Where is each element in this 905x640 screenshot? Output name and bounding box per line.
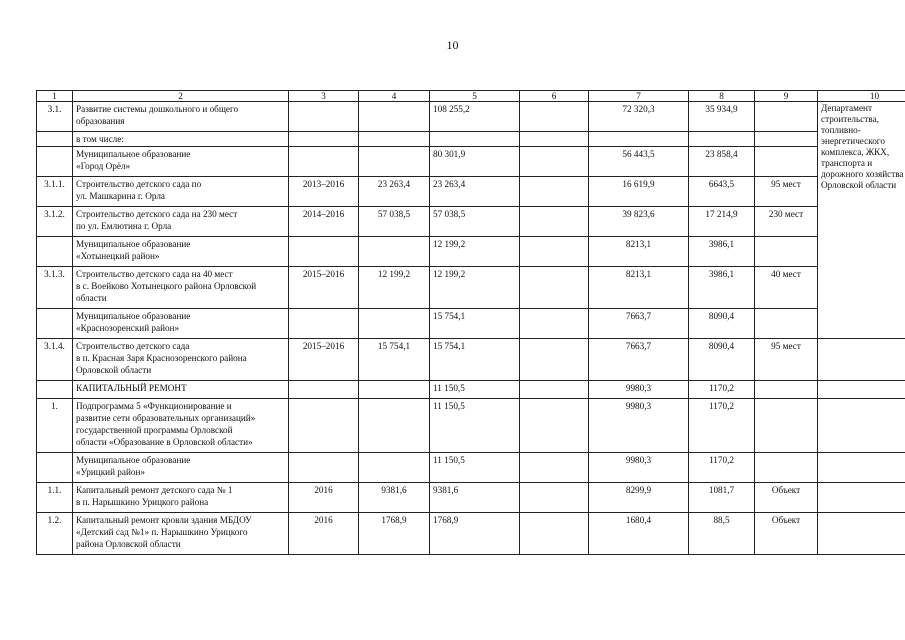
row-years (289, 102, 359, 132)
row-years (289, 132, 359, 147)
responsible-line: Департамент (821, 103, 872, 113)
row-name-line: в том числе: (76, 134, 124, 144)
row-col8: 23 858,4 (689, 147, 755, 177)
row-cost: 12 199,2 (359, 267, 430, 309)
row-col9: 95 мест (755, 339, 818, 381)
row-number (37, 453, 73, 483)
row-col6 (520, 132, 589, 147)
row-number (37, 132, 73, 147)
row-cost (359, 309, 430, 339)
row-col8: 8090,4 (689, 309, 755, 339)
row-total: 57 038,5 (430, 207, 520, 237)
row-name-line: области «Образование в Орловской области» (76, 437, 253, 447)
row-col6 (520, 267, 589, 309)
row-col7: 9980,3 (589, 453, 689, 483)
responsible-line: транспорта и (821, 158, 873, 168)
row-col10 (818, 513, 905, 555)
row-col10 (818, 381, 905, 399)
row-cost (359, 147, 430, 177)
row-total: 11 150,5 (430, 381, 520, 399)
row-col7: 1680,4 (589, 513, 689, 555)
row-number: 1.2. (37, 513, 73, 555)
row-col9 (755, 132, 818, 147)
row-col8: 35 934,9 (689, 102, 755, 132)
row-cost (359, 453, 430, 483)
row-name (73, 267, 289, 309)
col-header-3: 3 (289, 91, 359, 102)
row-name-line: КАПИТАЛЬНЫЙ РЕМОНТ (76, 383, 187, 393)
page-number: 10 (446, 38, 459, 52)
row-name-line: «Краснозоренский район» (76, 323, 180, 333)
row-col8: 8090,4 (689, 339, 755, 381)
row-number (37, 309, 73, 339)
row-col6 (520, 102, 589, 132)
row-name (73, 381, 289, 399)
row-name (73, 207, 289, 237)
row-col7: 16 619,9 (589, 177, 689, 207)
row-name (73, 513, 289, 555)
table-row (37, 267, 905, 309)
row-col9 (755, 309, 818, 339)
row-name-line: Муниципальное образование (76, 311, 191, 321)
row-name-line: Капитальный ремонт детского сада № 1 (76, 485, 233, 495)
responsible-line: топливно- (821, 125, 861, 135)
row-col8: 88,5 (689, 513, 755, 555)
row-number: 3.1.2. (37, 207, 73, 237)
row-name (73, 453, 289, 483)
row-cost: 9381,6 (359, 483, 430, 513)
row-number: 3.1.3. (37, 267, 73, 309)
row-col6 (520, 237, 589, 267)
row-col8: 1081,7 (689, 483, 755, 513)
row-total: 80 301,9 (430, 147, 520, 177)
table-row (37, 177, 905, 207)
col-header-10: 10 (818, 91, 905, 102)
row-years (289, 147, 359, 177)
row-total: 9381,6 (430, 483, 520, 513)
row-name-line: Строительство детского сада на 230 мест (76, 209, 238, 219)
table-body (37, 102, 905, 555)
row-col9: 40 мест (755, 267, 818, 309)
row-years (289, 309, 359, 339)
row-name (73, 147, 289, 177)
row-name (73, 132, 289, 147)
row-name-line: района Орловской области (76, 539, 181, 549)
row-name (73, 399, 289, 453)
table-row (37, 132, 905, 147)
row-col6 (520, 147, 589, 177)
row-col9 (755, 147, 818, 177)
col-header-1: 1 (37, 91, 73, 102)
row-col6 (520, 339, 589, 381)
row-col6 (520, 399, 589, 453)
row-name-line: Муниципальное образование (76, 455, 191, 465)
row-name-line: «Город Орёл» (76, 161, 131, 171)
table-row (37, 513, 905, 555)
row-col6 (520, 483, 589, 513)
row-col7: 7663,7 (589, 339, 689, 381)
responsible-line: дорожного хозяйства (821, 169, 904, 179)
row-col8: 17 214,9 (689, 207, 755, 237)
row-col6 (520, 207, 589, 237)
row-total: 11 150,5 (430, 399, 520, 453)
row-total: 108 255,2 (430, 102, 520, 132)
row-col9: Объект (755, 513, 818, 555)
table-row (37, 339, 905, 381)
row-col10 (818, 483, 905, 513)
row-col7: 8213,1 (589, 237, 689, 267)
row-cost (359, 132, 430, 147)
row-name-line: «Хотынецкий район» (76, 251, 160, 261)
row-number: 1.1. (37, 483, 73, 513)
row-col8: 3986,1 (689, 267, 755, 309)
row-cost (359, 102, 430, 132)
responsible-line: энергетического (821, 136, 885, 146)
row-col9 (755, 102, 818, 132)
row-col6 (520, 453, 589, 483)
table-row (37, 237, 905, 267)
row-col8: 1170,2 (689, 399, 755, 453)
row-name-line: Строительство детского сада (76, 341, 190, 351)
row-col10 (818, 453, 905, 483)
responsible-line: строительства, (821, 114, 879, 124)
row-total: 11 150,5 (430, 453, 520, 483)
row-col10 (818, 399, 905, 453)
row-years: 2016 (289, 513, 359, 555)
row-cost (359, 399, 430, 453)
row-col8: 1170,2 (689, 381, 755, 399)
row-total: 15 754,1 (430, 339, 520, 381)
row-name-line: Орловской области (76, 365, 152, 375)
row-col7: 8299,9 (589, 483, 689, 513)
row-name-line: в п. Красная Заря Краснозоренского района (76, 353, 247, 363)
table-row (37, 453, 905, 483)
row-name-line: Муниципальное образование (76, 239, 191, 249)
row-number: 3.1. (37, 102, 73, 132)
row-col6 (520, 381, 589, 399)
row-col7: 7663,7 (589, 309, 689, 339)
row-years: 2016 (289, 483, 359, 513)
row-number (37, 381, 73, 399)
table-row (37, 147, 905, 177)
row-cost: 23 263,4 (359, 177, 430, 207)
col-header-8: 8 (689, 91, 755, 102)
row-number: 3.1.1. (37, 177, 73, 207)
row-name-line: в п. Нарышкино Урицкого района (76, 497, 209, 507)
row-col9: 230 мест (755, 207, 818, 237)
row-name (73, 102, 289, 132)
row-cost: 15 754,1 (359, 339, 430, 381)
table-row (37, 102, 905, 132)
col-header-4: 4 (359, 91, 430, 102)
row-col6 (520, 309, 589, 339)
row-name-line: в с. Воейково Хотынецкого района Орловской (76, 281, 257, 291)
row-col7: 39 823,6 (589, 207, 689, 237)
row-col9 (755, 237, 818, 267)
row-years (289, 237, 359, 267)
col-header-7: 7 (589, 91, 689, 102)
row-years (289, 399, 359, 453)
row-name-line: Подпрограмма 5 «Функционирование и (76, 401, 232, 411)
col-header-2: 2 (73, 91, 289, 102)
row-name-line: Строительство детского сада на 40 мест (76, 269, 233, 279)
row-number (37, 237, 73, 267)
responsible-line: Орловской области (821, 180, 897, 190)
row-col9: 95 мест (755, 177, 818, 207)
row-name (73, 177, 289, 207)
row-col9 (755, 381, 818, 399)
row-total: 12 199,2 (430, 237, 520, 267)
row-total: 1768,9 (430, 513, 520, 555)
row-col9 (755, 399, 818, 453)
row-cost: 1768,9 (359, 513, 430, 555)
row-years: 2013–2016 (289, 177, 359, 207)
row-years (289, 381, 359, 399)
table-row (37, 483, 905, 513)
row-number (37, 147, 73, 177)
row-col8: 6643,5 (689, 177, 755, 207)
row-total: 15 754,1 (430, 309, 520, 339)
row-name-line: образования (76, 116, 125, 126)
table-row (37, 207, 905, 237)
row-name (73, 483, 289, 513)
row-col8: 3986,1 (689, 237, 755, 267)
row-name (73, 339, 289, 381)
row-col7: 8213,1 (589, 267, 689, 309)
table-row (37, 381, 905, 399)
table-row (37, 309, 905, 339)
row-name-line: развитие сети образовательных организаций» (76, 413, 256, 423)
row-name-line: Муниципальное образование (76, 149, 191, 159)
row-col10 (818, 339, 905, 381)
row-name-line: «Детский сад №1» п. Нарышкино Урицкого (76, 527, 248, 537)
row-years (289, 453, 359, 483)
row-col8 (689, 132, 755, 147)
row-col8: 1170,2 (689, 453, 755, 483)
column-header-row (37, 91, 905, 102)
row-total: 23 263,4 (430, 177, 520, 207)
row-total (430, 132, 520, 147)
row-name (73, 309, 289, 339)
col-header-6: 6 (520, 91, 589, 102)
row-cost (359, 381, 430, 399)
row-name-line: Капитальный ремонт кровли здания МБДОУ (76, 515, 252, 525)
row-col7: 9980,3 (589, 381, 689, 399)
responsible-line: комплекса, ЖКХ, (821, 147, 890, 157)
row-years: 2014–2016 (289, 207, 359, 237)
responsible-department (818, 102, 905, 339)
row-years: 2015–2016 (289, 267, 359, 309)
row-col9 (755, 453, 818, 483)
row-col7: 56 443,5 (589, 147, 689, 177)
row-name-line: ул. Машкарина г. Орла (76, 191, 165, 201)
col-header-5: 5 (430, 91, 520, 102)
row-name-line: государственной программы Орловской (76, 425, 233, 435)
row-col7: 72 320,3 (589, 102, 689, 132)
row-col7: 9980,3 (589, 399, 689, 453)
row-cost: 57 038,5 (359, 207, 430, 237)
col-header-9: 9 (755, 91, 818, 102)
row-name-line: Строительство детского сада по (76, 179, 202, 189)
row-name (73, 237, 289, 267)
row-col9: Объект (755, 483, 818, 513)
row-name-line: по ул. Емлютина г. Орла (76, 221, 172, 231)
row-number: 3.1.4. (37, 339, 73, 381)
table-row (37, 399, 905, 453)
row-col6 (520, 513, 589, 555)
row-total: 12 199,2 (430, 267, 520, 309)
row-col6 (520, 177, 589, 207)
program-table (36, 90, 905, 555)
row-years: 2015–2016 (289, 339, 359, 381)
row-number: 1. (37, 399, 73, 453)
row-col7 (589, 132, 689, 147)
row-name-line: «Урицкий район» (76, 467, 146, 477)
row-name-line: области (76, 293, 107, 303)
row-name-line: Развитие системы дошкольного и общего (76, 104, 239, 114)
row-cost (359, 237, 430, 267)
